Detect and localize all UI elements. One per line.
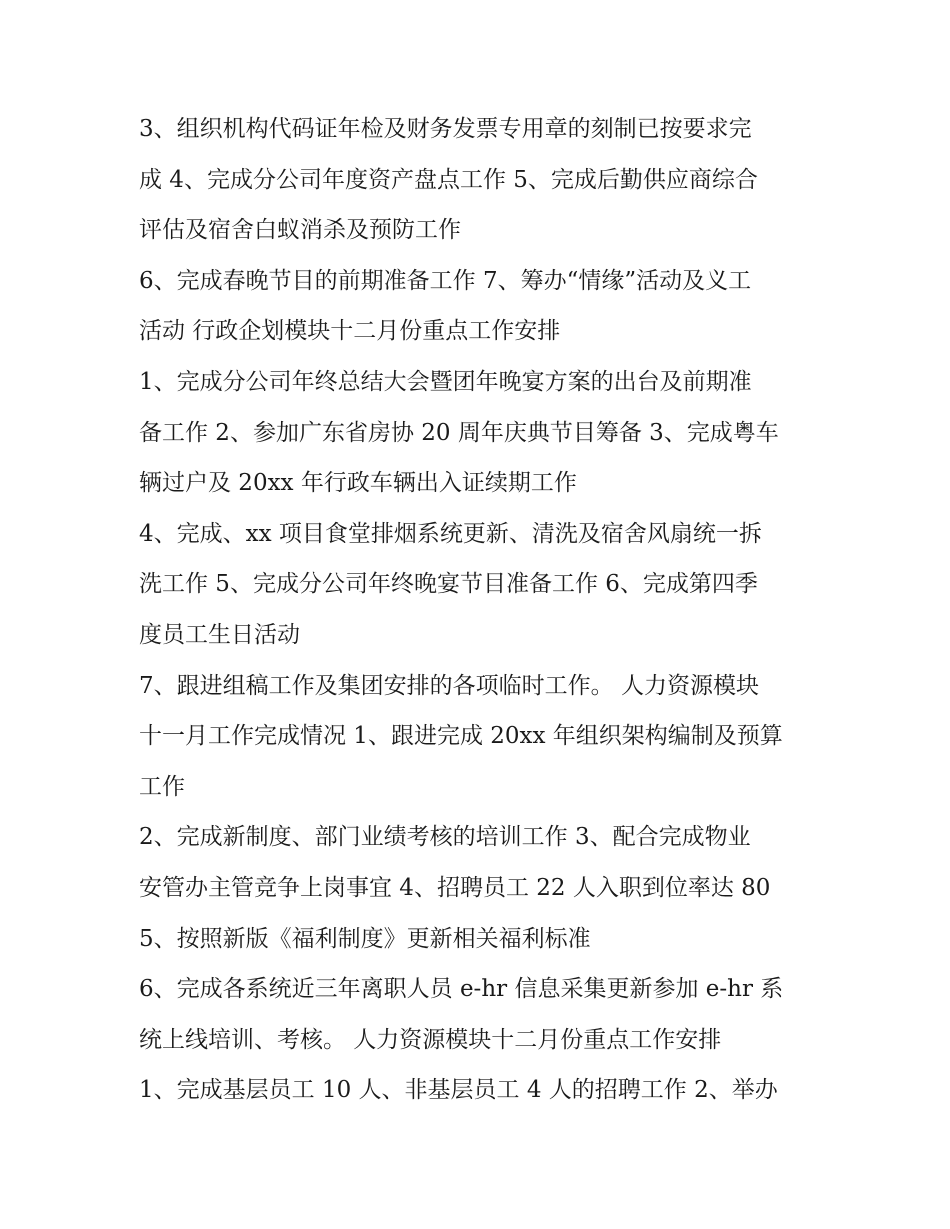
text-line-5: 活动 行政企划模块十二月份重点工作安排	[139, 318, 561, 345]
document-body	[139, 104, 829, 1116]
text-line-19: 统上线培训、考核。 人力资源模块十二月份重点工作安排	[139, 1026, 722, 1053]
text-line-18: 6、完成各系统近三年离职人员 e-hr 信息采集更新参加 e-hr 系	[139, 976, 784, 1003]
text-line-20: 1、完成基层员工 10 人、非基层员工 4 人的招聘工作 2、举办	[139, 1077, 778, 1104]
text-line-15: 2、完成新制度、部门业绩考核的培训工作 3、配合完成物业	[139, 824, 751, 851]
text-line-2: 成 4、完成分公司年度资产盘点工作 5、完成后勤供应商综合	[139, 166, 758, 193]
text-line-10: 洗工作 5、完成分公司年终晚宴节目准备工作 6、完成第四季	[139, 571, 758, 598]
text-line-17: 5、按照新版《福利制度》更新相关福利标准	[139, 925, 591, 952]
text-line-4: 6、完成春晚节目的前期准备工作 7、筹办“情缘”活动及义工	[139, 267, 752, 294]
text-line-6: 1、完成分公司年终总结大会暨团年晚宴方案的出台及前期准	[139, 368, 752, 395]
text-line-14: 工作	[139, 773, 185, 800]
text-line-1: 3、组织机构代码证年检及财务发票专用章的刻制已按要求完	[139, 116, 752, 142]
text-line-9: 4、完成、xx 项目食堂排烟系统更新、清洗及宿舍风扇统一拆	[139, 520, 762, 547]
text-line-13: 十一月工作完成情况 1、跟进完成 20xx 年组织架构编制及预算	[139, 723, 783, 750]
text-line-11: 度员工生日活动	[139, 621, 300, 648]
text-line-8: 辆过户及 20xx 年行政车辆出入证续期工作	[139, 470, 577, 497]
text-line-12: 7、跟进组稿工作及集团安排的各项临时工作。 人力资源模块	[139, 672, 759, 699]
text-line-3: 评估及宿舍白蚁消杀及预防工作	[139, 217, 461, 244]
text-line-7: 备工作 2、参加广东省房协 20 周年庆典节目筹备 3、完成粤车	[139, 419, 779, 446]
text-line-16: 安管办主管竞争上岗事宜 4、招聘员工 22 人入职到位率达 80	[139, 874, 771, 901]
